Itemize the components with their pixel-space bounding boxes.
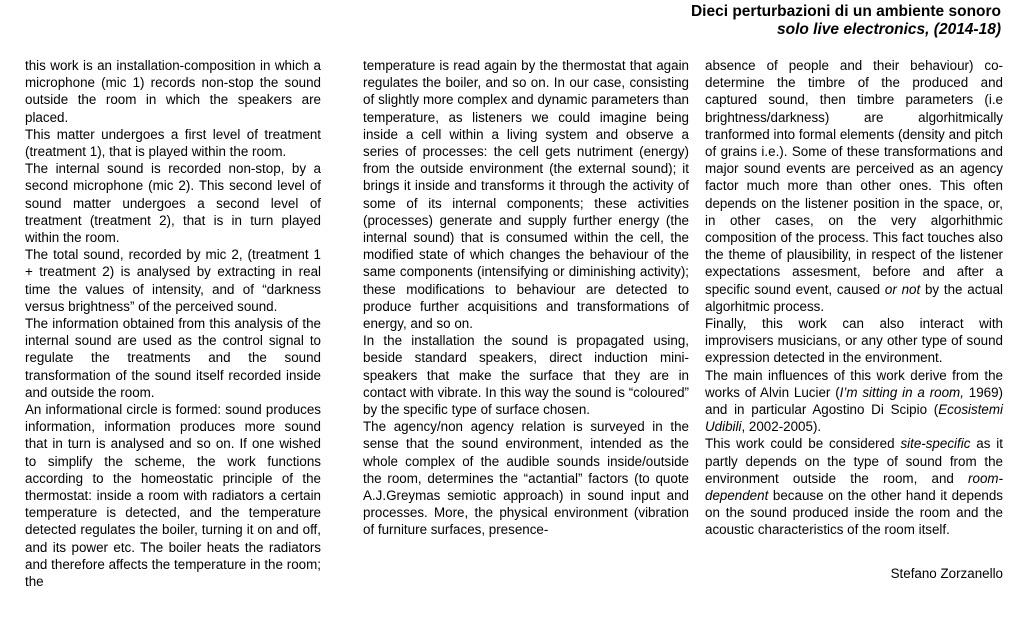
- paragraph: The information obtained from this analysis of the internal sound are used as the control signal to regulate the treatments and the sound transformation of the sound itself recorded inside and outside the room.: [25, 316, 321, 400]
- title-line-2: solo live electronics, (2014-18): [777, 20, 1001, 38]
- paragraph: Finally, this work can also interact with improvisers musicians, or any other type of sound expression detected in the environment.: [705, 316, 1003, 366]
- document-title: [691, 3, 1001, 38]
- paragraph: The main influences of this work derive from the works of Alvin Lucier (I’m sitting in a room, 1969) and in particular Agostino Di Scipio (Ecosistemi Udibili, 2002-2005).: [705, 367, 1003, 435]
- paragraph: In the installation the sound is propagated using, beside standard speakers, direct induction mini-speakers that make the surface that they are in contact with vibrate. In this way the sound is “coloured” by the specific type of surface chosen.: [363, 333, 689, 418]
- column-3-paragraphs: [705, 57, 1003, 539]
- paragraph: this work is an installation-composition in which a microphone (mic 1) records non-stop the sound outside the room in which the speakers are placed.: [25, 58, 321, 125]
- author-signature: Stefano Zorzanello: [890, 565, 1003, 581]
- paragraph: temperature is read again by the thermostat that again regulates the boiler, and so on. In our case, consisting of slightly more complex and dynamic parameters than temperature, as listeners we could imagine being inside a cell within a living system and observe a series of processes: the cell gets nutriment (energy) from the outside environment (the external sound); it brings it inside and transforms it through the activity of some of its internal components; these activities (processes) generate and supply further energy (the internal sound) that is consumed within the cell, the modified state of which changes the behaviour of the same components (intensifying or diminishing activity); these modifications to behaviour are detected to produce further acquisitions and transformations of energy, and so on.: [363, 58, 689, 332]
- text-column-2: [363, 57, 689, 539]
- paragraph: absence of people and their behaviour) co-determine the timbre of the produced and captured sound, then timbre parameters (i.e brightness/darkness) are algorhitmically tranformed into formal elements (density and pitch of grains i.e.). Some of these transformations and major sound events are perceived as an agency factor much more than other ones. This often depends on the listener position in the space, or, in other cases, on the very algorhithmic composition of the process. This fact touches also the theme of plausibility, in respect of the listener expectations assesment, before and after a specific sound event, caused or not by the actual algorhitmic process.: [705, 58, 1003, 314]
- text-column-3: [705, 57, 1003, 582]
- paragraph: This matter undergoes a first level of treatment (treatment 1), that is played within the room.: [25, 126, 321, 160]
- paragraph: The total sound, recorded by mic 2, (treatment 1 + treatment 2) is analysed by extracting in real time the values of intensity, and of “darkness versus brightness” of the perceived sound.: [25, 247, 321, 314]
- paragraph: This work could be considered site-specific as it partly depends on the type of sound from the environment outside the room, and room-dependent because on the other hand it depends on the sound produced inside the room and the acoustic characteristics of the room itself.: [705, 436, 1004, 538]
- paragraph: The agency/non agency relation is surveyed in the sense that the sound environment, intended as the whole complex of the audible sounds inside/outside the room, determines the “actantial” factors (to quote A.J.Greymas semiotic approach) in sound input and processes. More, the physical environment (vibration of furniture surfaces, presence-: [363, 419, 689, 538]
- title-line-1: Dieci perturbazioni di un ambiente sonoro: [690, 3, 1001, 20]
- paragraph: An informational circle is formed: sound produces information, information produces more sound that in turn is analysed and so on. If one wished to simplify the scheme, the work functions according to the homeostatic principle of the thermostat: inside a room with radiators a certain temperature is detected, and the temperature detected regulates the boiler, turning it on and off, and its power etc. The boiler heats the radiators and therefore affects the temperature in the room; the: [25, 402, 321, 590]
- paragraph: The internal sound is recorded non-stop, by a second microphone (mic 2). This second level of sound matter undergoes a second level of treatment (treatment 2), that is in turn played within the room.: [25, 161, 321, 246]
- text-column-1: [25, 57, 321, 590]
